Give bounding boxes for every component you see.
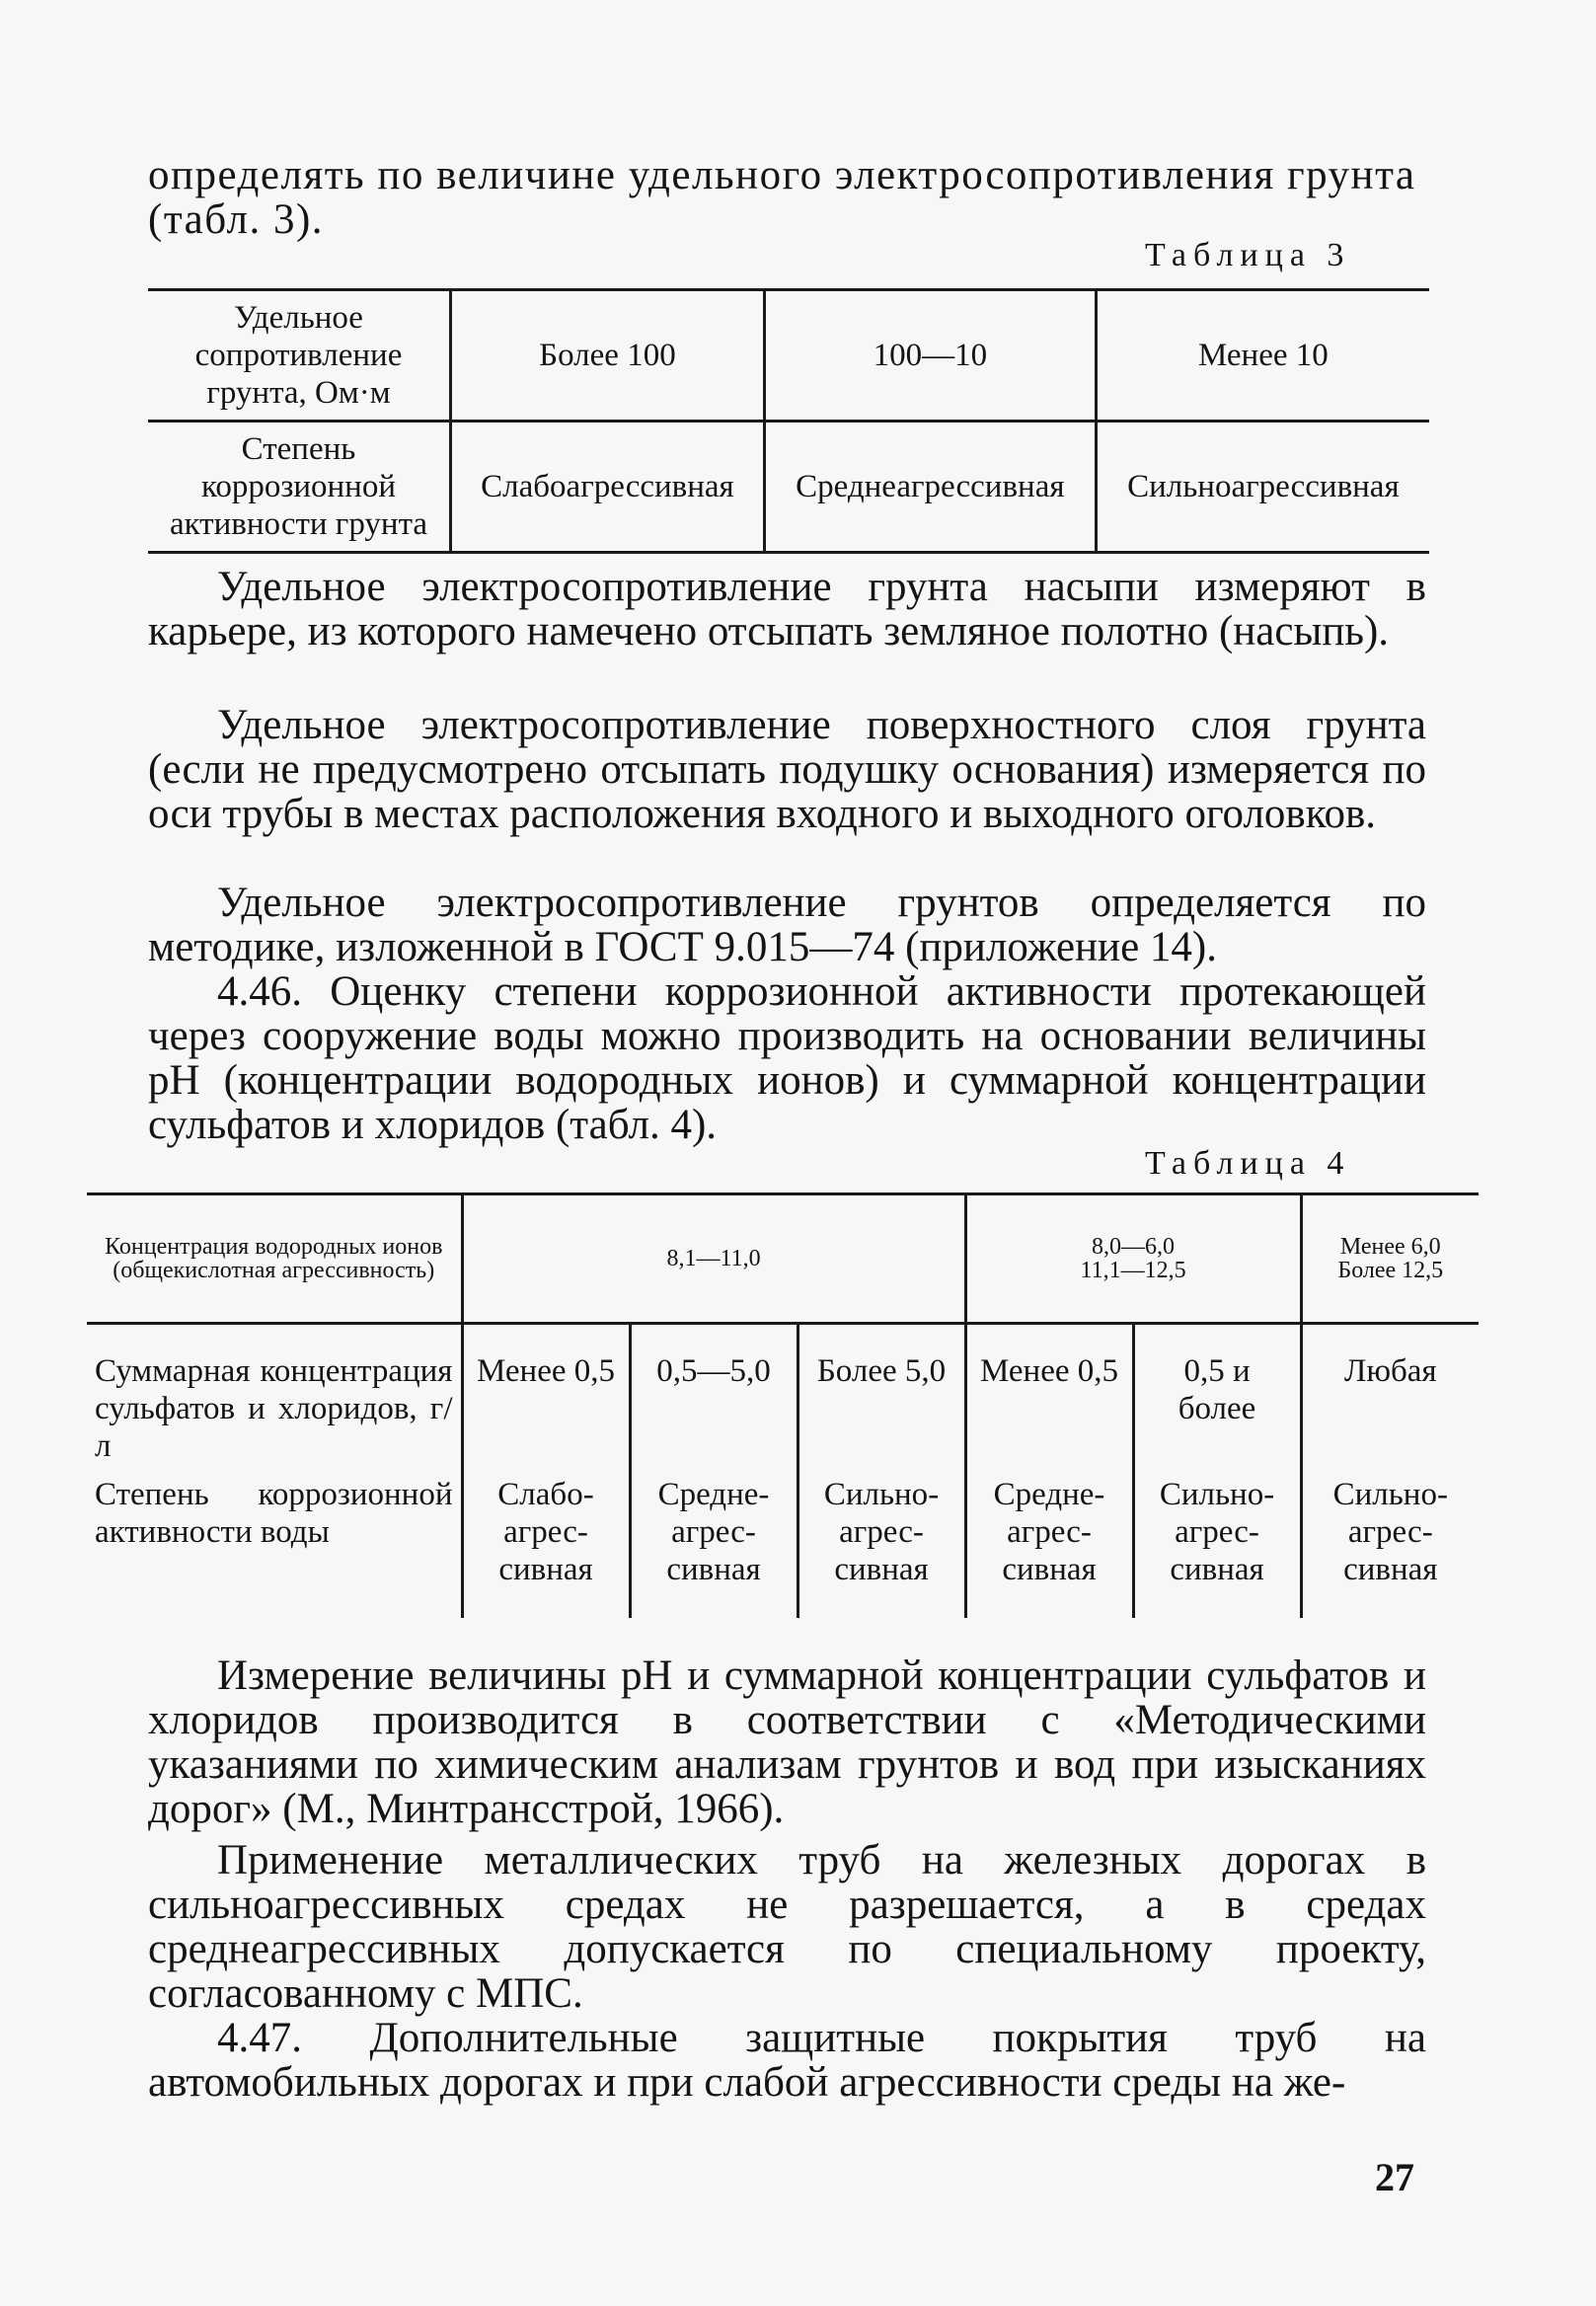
paragraph: 4.46. Оценку степени коррозионной активности протекающей через сооружение воды можно производить на основании величины pH (концентрации водородных ионов) и суммарной концентрации сульфатов и хлоридов (табл. 4). bbox=[148, 968, 1426, 1148]
paragraph: Применение металлических труб на железных дорогах в сильноагрессивных средах не разрешается, а в средах среднеагрессивных допускается по специальному проекту, согласованному с МПС. bbox=[148, 1837, 1426, 2017]
paragraph: 4.47. Дополнительные защитные покрытия труб на автомобильных дорогах и при слабой агрессивности среды на же- bbox=[148, 2015, 1426, 2106]
table3-row-resistance bbox=[148, 290, 1429, 422]
table4-header-cell: 8,1—11,0 bbox=[462, 1194, 965, 1324]
table4-header-value: 8,0—6,0 bbox=[1092, 1234, 1176, 1260]
paragraph: Удельное электросопротивление грунтов определяется по методике, изложенной в ГОСТ 9.015—74 (приложение 14). bbox=[148, 880, 1426, 970]
table4-cell: Среднеагрессивная bbox=[630, 1470, 798, 1618]
table-3 bbox=[148, 288, 1429, 554]
table4-header-value: Более 12,5 bbox=[1337, 1258, 1444, 1283]
table3-cell: 100—10 bbox=[764, 290, 1096, 422]
table4-cell: Слабоагрессивная bbox=[462, 1470, 630, 1618]
table4-cell: 0,5—5,0 bbox=[630, 1324, 798, 1471]
paragraph: Удельное электросопротивление грунта насыпи измеряют в карьере, из которого намечено отсыпать земляное полотно (насыпь). bbox=[148, 564, 1426, 654]
table4-cell: Более 5,0 bbox=[798, 1324, 965, 1471]
table4-row-concentration bbox=[87, 1324, 1479, 1471]
table3-caption: Таблица 3 bbox=[1145, 237, 1351, 273]
table4-caption: Таблица 4 bbox=[1145, 1145, 1351, 1182]
table3-row-corrosion bbox=[148, 422, 1429, 553]
table4-row2-label: Степень коррозионной активности воды bbox=[95, 1477, 453, 1550]
table3-row2-label: Степень коррозионной активности грунта bbox=[148, 422, 451, 553]
table4-cell: Сильноагрессивная bbox=[1301, 1470, 1479, 1618]
table4-row1-label: Суммарная концентрация сульфатов и хлоридов, г/л bbox=[95, 1353, 453, 1464]
table3-cell: Менее 10 bbox=[1096, 290, 1429, 422]
table4-header-label: Концентрация водородных ионов (общекислотная агрессивность) bbox=[87, 1194, 462, 1324]
table3-cell: Сильноагрессивная bbox=[1096, 422, 1429, 553]
table4-cell: Среднеагрессивная bbox=[965, 1470, 1133, 1618]
intro-text: определять по величине удельного электросопротивления грунта (табл. 3). bbox=[148, 152, 1416, 243]
table4-cell: Менее 0,5 bbox=[462, 1324, 630, 1471]
table4-cell: Сильноагрессивная bbox=[798, 1470, 965, 1618]
table4-cell: Сильноагрессивная bbox=[1133, 1470, 1301, 1618]
table-4 bbox=[87, 1192, 1479, 1618]
table4-header-value: Менее 6,0 bbox=[1339, 1234, 1441, 1260]
table4-row-corrosion bbox=[87, 1470, 1479, 1618]
table4-cell: Менее 0,5 bbox=[965, 1324, 1133, 1471]
table4-cell: Любая bbox=[1301, 1324, 1479, 1471]
table3-row1-label: Удельное сопротивление грунта, Ом·м bbox=[148, 290, 451, 422]
table4-cell: 0,5 и более bbox=[1133, 1324, 1301, 1471]
table4-header-value: 11,1—12,5 bbox=[1080, 1258, 1186, 1283]
table4-header-row bbox=[87, 1194, 1479, 1324]
page-number: 27 bbox=[1375, 2155, 1414, 2199]
table3-cell: Слабоагрессивная bbox=[451, 422, 765, 553]
table4-header-cell bbox=[1301, 1194, 1479, 1324]
table3-cell: Более 100 bbox=[451, 290, 765, 422]
table4-header-cell bbox=[965, 1194, 1301, 1324]
table3-cell: Среднеагрессивная bbox=[764, 422, 1096, 553]
paragraph: Удельное электросопротивление поверхностного слоя грунта (если не предусмотрено отсыпать подушку основания) измеряется по оси трубы в местах расположения входного и выходного оголовков. bbox=[148, 702, 1426, 837]
paragraph: Измерение величины pH и суммарной концентрации сульфатов и хлоридов производится в соответствии с «Методическими указаниями по химическим анализам грунтов и вод при изысканиях дорог» (М., Минтрансстрой, 1966). bbox=[148, 1653, 1426, 1832]
